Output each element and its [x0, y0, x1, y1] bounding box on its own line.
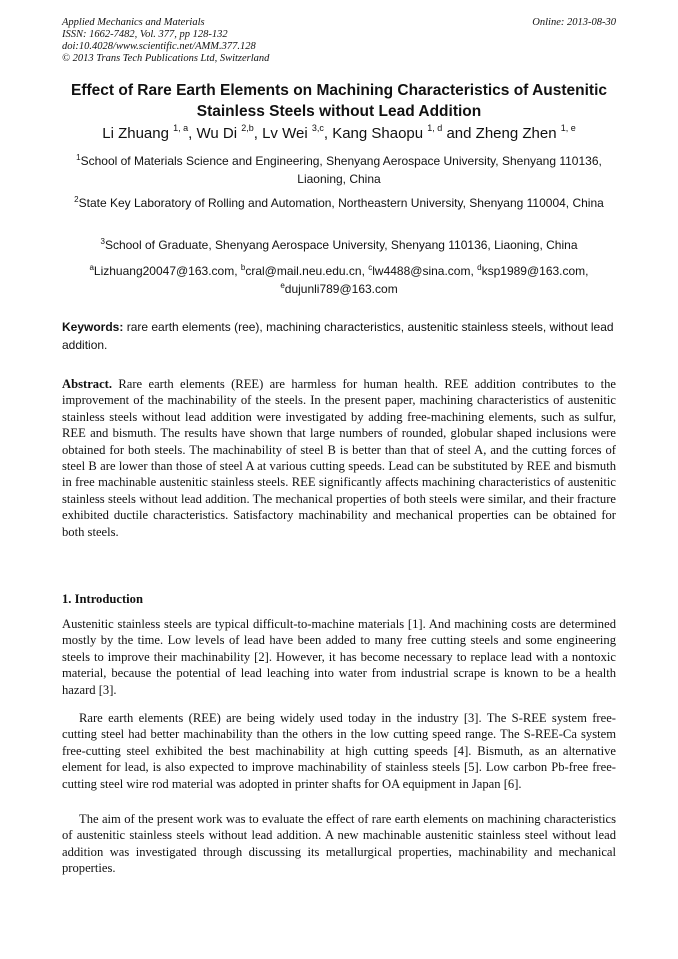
email-link[interactable]: dujunli789@163.com [284, 282, 398, 296]
author-sup: 2,b [241, 123, 254, 133]
author-name: Li Zhuang [102, 125, 169, 142]
copyright-line: © 2013 Trans Tech Publications Ltd, Switzerland [62, 53, 270, 64]
email-sup: c [368, 263, 373, 272]
keywords-text: rare earth elements (ree), machining characteristics, austenitic stainless steels, without lead addition. [62, 320, 614, 352]
online-date: Online: 2013-08-30 [532, 17, 616, 28]
author-name: Lv Wei [262, 125, 308, 142]
affiliation-3 [62, 236, 616, 254]
email-sup: a [89, 263, 94, 272]
affiliation-2 [62, 194, 616, 212]
author-separator: and [442, 125, 476, 142]
author-name: Zheng Zhen [475, 125, 557, 142]
section-heading: 1. Introduction [62, 592, 143, 606]
email-link[interactable]: cral@mail.neu.edu.cn, [245, 264, 369, 278]
paper-title [62, 80, 616, 122]
intro-paragraph-1: Austenitic stainless steels are typical difficult-to-machine materials [1]. And machining costs are determined mostly by the time. Low levels of lead have been added to many free cutting steels and some engineering steels to improve their machinability [2]. However, it has become necessary to replace lead with a nontoxic material, because the potential of lead leaching into water from industrial scrape is known to be a health hazard [3]. [62, 617, 616, 697]
affiliation-text: School of Graduate, Shenyang Aerospace University, Shenyang 110136, Liaoning, China [104, 238, 578, 252]
keywords-label: Keywords: [62, 320, 124, 334]
journal-header [62, 17, 616, 65]
abstract-text: Rare earth elements (REE) are harmless for human health. REE addition contributes to the improvement of the machinability of the steels. In the present paper, machining characteristics of austenitic stainless steels without lead addition were investigated by adding free-machining elements, such as sulfur, REE and bismuth. The results have shown that large numbers of rounded, globular shaped inclusions were obtained for both steels. The machinability of steel B is better than that of steel A, and the cutting forces of steel B are lower than those of steel A at various cutting speeds. Lead can be substituted by REE and bismuth in free machinable austenitic stainless steels. REE significantly affects machining characteristics of austenitic stainless steels without lead addition. The mechanical properties of both steels were similar, and their fracture exhibited ductile characteristics. Satisfactory machinability and mechanical properties can be obtained for both steels. [62, 377, 616, 539]
affiliation-sup: 1 [76, 153, 81, 162]
email-link[interactable]: lw4488@sina.com, [372, 264, 478, 278]
issn-line: ISSN: 1662-7482, Vol. 377, pp 128-132 [62, 29, 228, 40]
author-sup: 1, d [427, 123, 443, 133]
email-link[interactable]: ksp1989@163.com, [481, 264, 589, 278]
affiliation-text: School of Materials Science and Engineering, Shenyang Aerospace University, Shenyang 110136, Liaoning, China [80, 154, 602, 186]
intro-paragraph-2: Rare earth elements (REE) are being widely used today in the industry [3]. The S-REE system free-cutting steel had better machinability than the others in the low cutting speed range. The S-REE-Ca system free-cutting steel exhibited the best machinability at high cutting speeds [4]. Bismuth, as an alternative element for lead, is also expected to improve machinability of stainless steels [5]. Low carbon Pb-free free-cutting steel wire rod material was adopted in printer shafts for OA equipment in Japan [6]. [62, 711, 616, 791]
email-sup: d [477, 263, 482, 272]
journal-name: Applied Mechanics and Materials [62, 17, 205, 28]
author-sup: 1, e [560, 123, 576, 133]
email-sup: b [240, 263, 246, 272]
author-list [62, 124, 616, 144]
author-separator: , [253, 125, 263, 142]
abstract-label: Abstract. [62, 377, 113, 391]
intro-paragraph-3: The aim of the present work was to evaluate the effect of rare earth elements on machining characteristics of austenitic stainless steels without lead addition. A new machinable austenitic stainless steel without lead addition was investigated through discussing its metallurgical properties, machinability and mechanical properties. [62, 812, 616, 876]
author-name: Kang Shaopu [332, 125, 424, 142]
affiliation-sup: 3 [100, 237, 105, 246]
affiliation-sup: 2 [74, 195, 79, 204]
keywords [62, 318, 616, 354]
affiliation-1 [62, 152, 616, 188]
author-sup: 1, a [173, 123, 189, 133]
author-sup: 3,c [311, 123, 324, 133]
author-name: Wu Di [196, 125, 238, 142]
email-sup: e [280, 281, 285, 290]
author-separator: , [188, 125, 197, 142]
title-line-1: Effect of Rare Earth Elements on Machining Characteristics of Austenitic [70, 82, 607, 99]
affiliation-text: State Key Laboratory of Rolling and Automation, Northeastern University, Shenyang 110004, China [78, 196, 604, 210]
doi-line[interactable]: doi:10.4028/www.scientific.net/AMM.377.128 [62, 41, 256, 52]
email-link[interactable]: Lizhuang20047@163.com, [93, 264, 241, 278]
author-separator: , [323, 125, 333, 142]
abstract [62, 376, 616, 540]
title-line-2: Stainless Steels without Lead Addition [196, 103, 482, 120]
email-list [62, 262, 616, 298]
